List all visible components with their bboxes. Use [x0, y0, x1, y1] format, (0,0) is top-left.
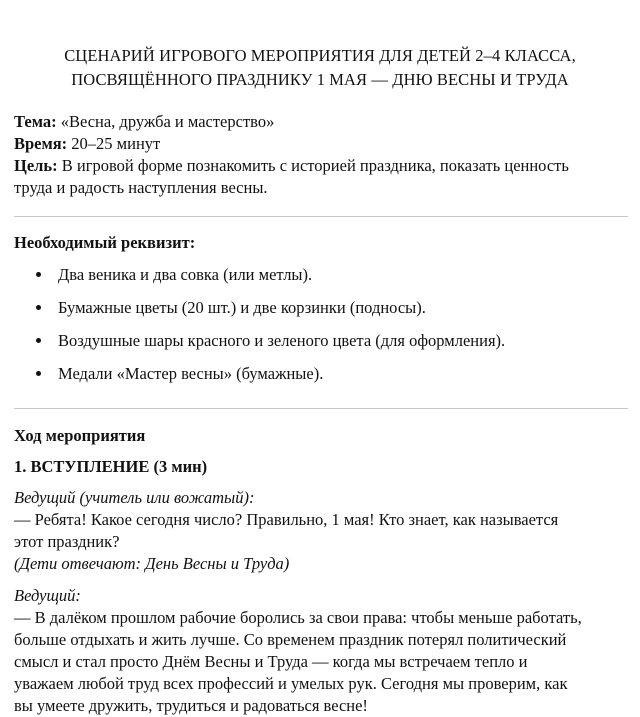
bullet-icon [36, 371, 41, 376]
host-text-line: уважаем любой труд всех профессий и умелых рук. Сегодня мы проверим, как [14, 674, 568, 693]
time-label: Время: [14, 134, 68, 153]
host-label: Ведущий (учитель или вожатый): [14, 488, 255, 507]
section-heading: 1. ВСТУПЛЕНИЕ (3 мин) [14, 457, 208, 476]
theme-label: Тема: [14, 112, 57, 131]
goal-value-1: В игровой форме познакомить с историей праздника, показать ценность [57, 156, 569, 175]
list-item: Медали «Мастер весны» (бумажные). [58, 364, 324, 383]
divider [14, 408, 628, 409]
list-item: Воздушные шары красного и зеленого цвета (для оформления). [58, 331, 506, 350]
host-text-line: больше отдыхать и жить лучше. Со временем праздник потерял политический [14, 630, 567, 649]
props-heading: Необходимый реквизит: [14, 233, 196, 252]
bullet-icon [36, 338, 41, 343]
bullet-icon [36, 305, 41, 310]
course-heading: Ход мероприятия [14, 426, 146, 445]
host-text-line: этот праздник? [14, 532, 120, 551]
goal-label: Цель: [14, 156, 58, 175]
children-answer: (Дети отвечают: День Весны и Труда) [14, 554, 290, 573]
theme-line [14, 111, 274, 133]
bullet-icon [36, 272, 41, 277]
goal-line [14, 155, 569, 177]
title-line-2: ПОСВЯЩЁННОГО ПРАЗДНИКУ 1 МАЯ — ДНЮ ВЕСНЫ И ТРУДА [71, 70, 569, 89]
host-text-line: — В далёком прошлом рабочие боролись за свои права: чтобы меньше работать, [14, 608, 582, 627]
time-value: 20–25 минут [67, 134, 161, 153]
list-item: Бумажные цветы (20 шт.) и две корзинки (подносы). [58, 298, 426, 317]
theme-value: «Весна, дружба и мастерство» [56, 112, 275, 131]
time-line [14, 133, 160, 155]
goal-value-2: труда и радость наступления весны. [14, 178, 268, 197]
divider [14, 216, 628, 217]
host-text-line: смысл и стал просто Днём Весны и Труда — когда мы встречаем тепло и [14, 652, 528, 671]
list-item: Два веника и два совка (или метлы). [58, 265, 313, 284]
host-text-line: вы умеете дружить, трудиться и радоваться весне! [14, 696, 368, 715]
host-text-line: — Ребята! Какое сегодня число? Правильно, 1 мая! Кто знает, как называется [14, 510, 559, 529]
host-label: Ведущий: [14, 586, 81, 605]
title-line-1: СЦЕНАРИЙ ИГРОВОГО МЕРОПРИЯТИЯ ДЛЯ ДЕТЕЙ 2–4 КЛАССА, [64, 46, 576, 65]
document-title [0, 44, 640, 92]
